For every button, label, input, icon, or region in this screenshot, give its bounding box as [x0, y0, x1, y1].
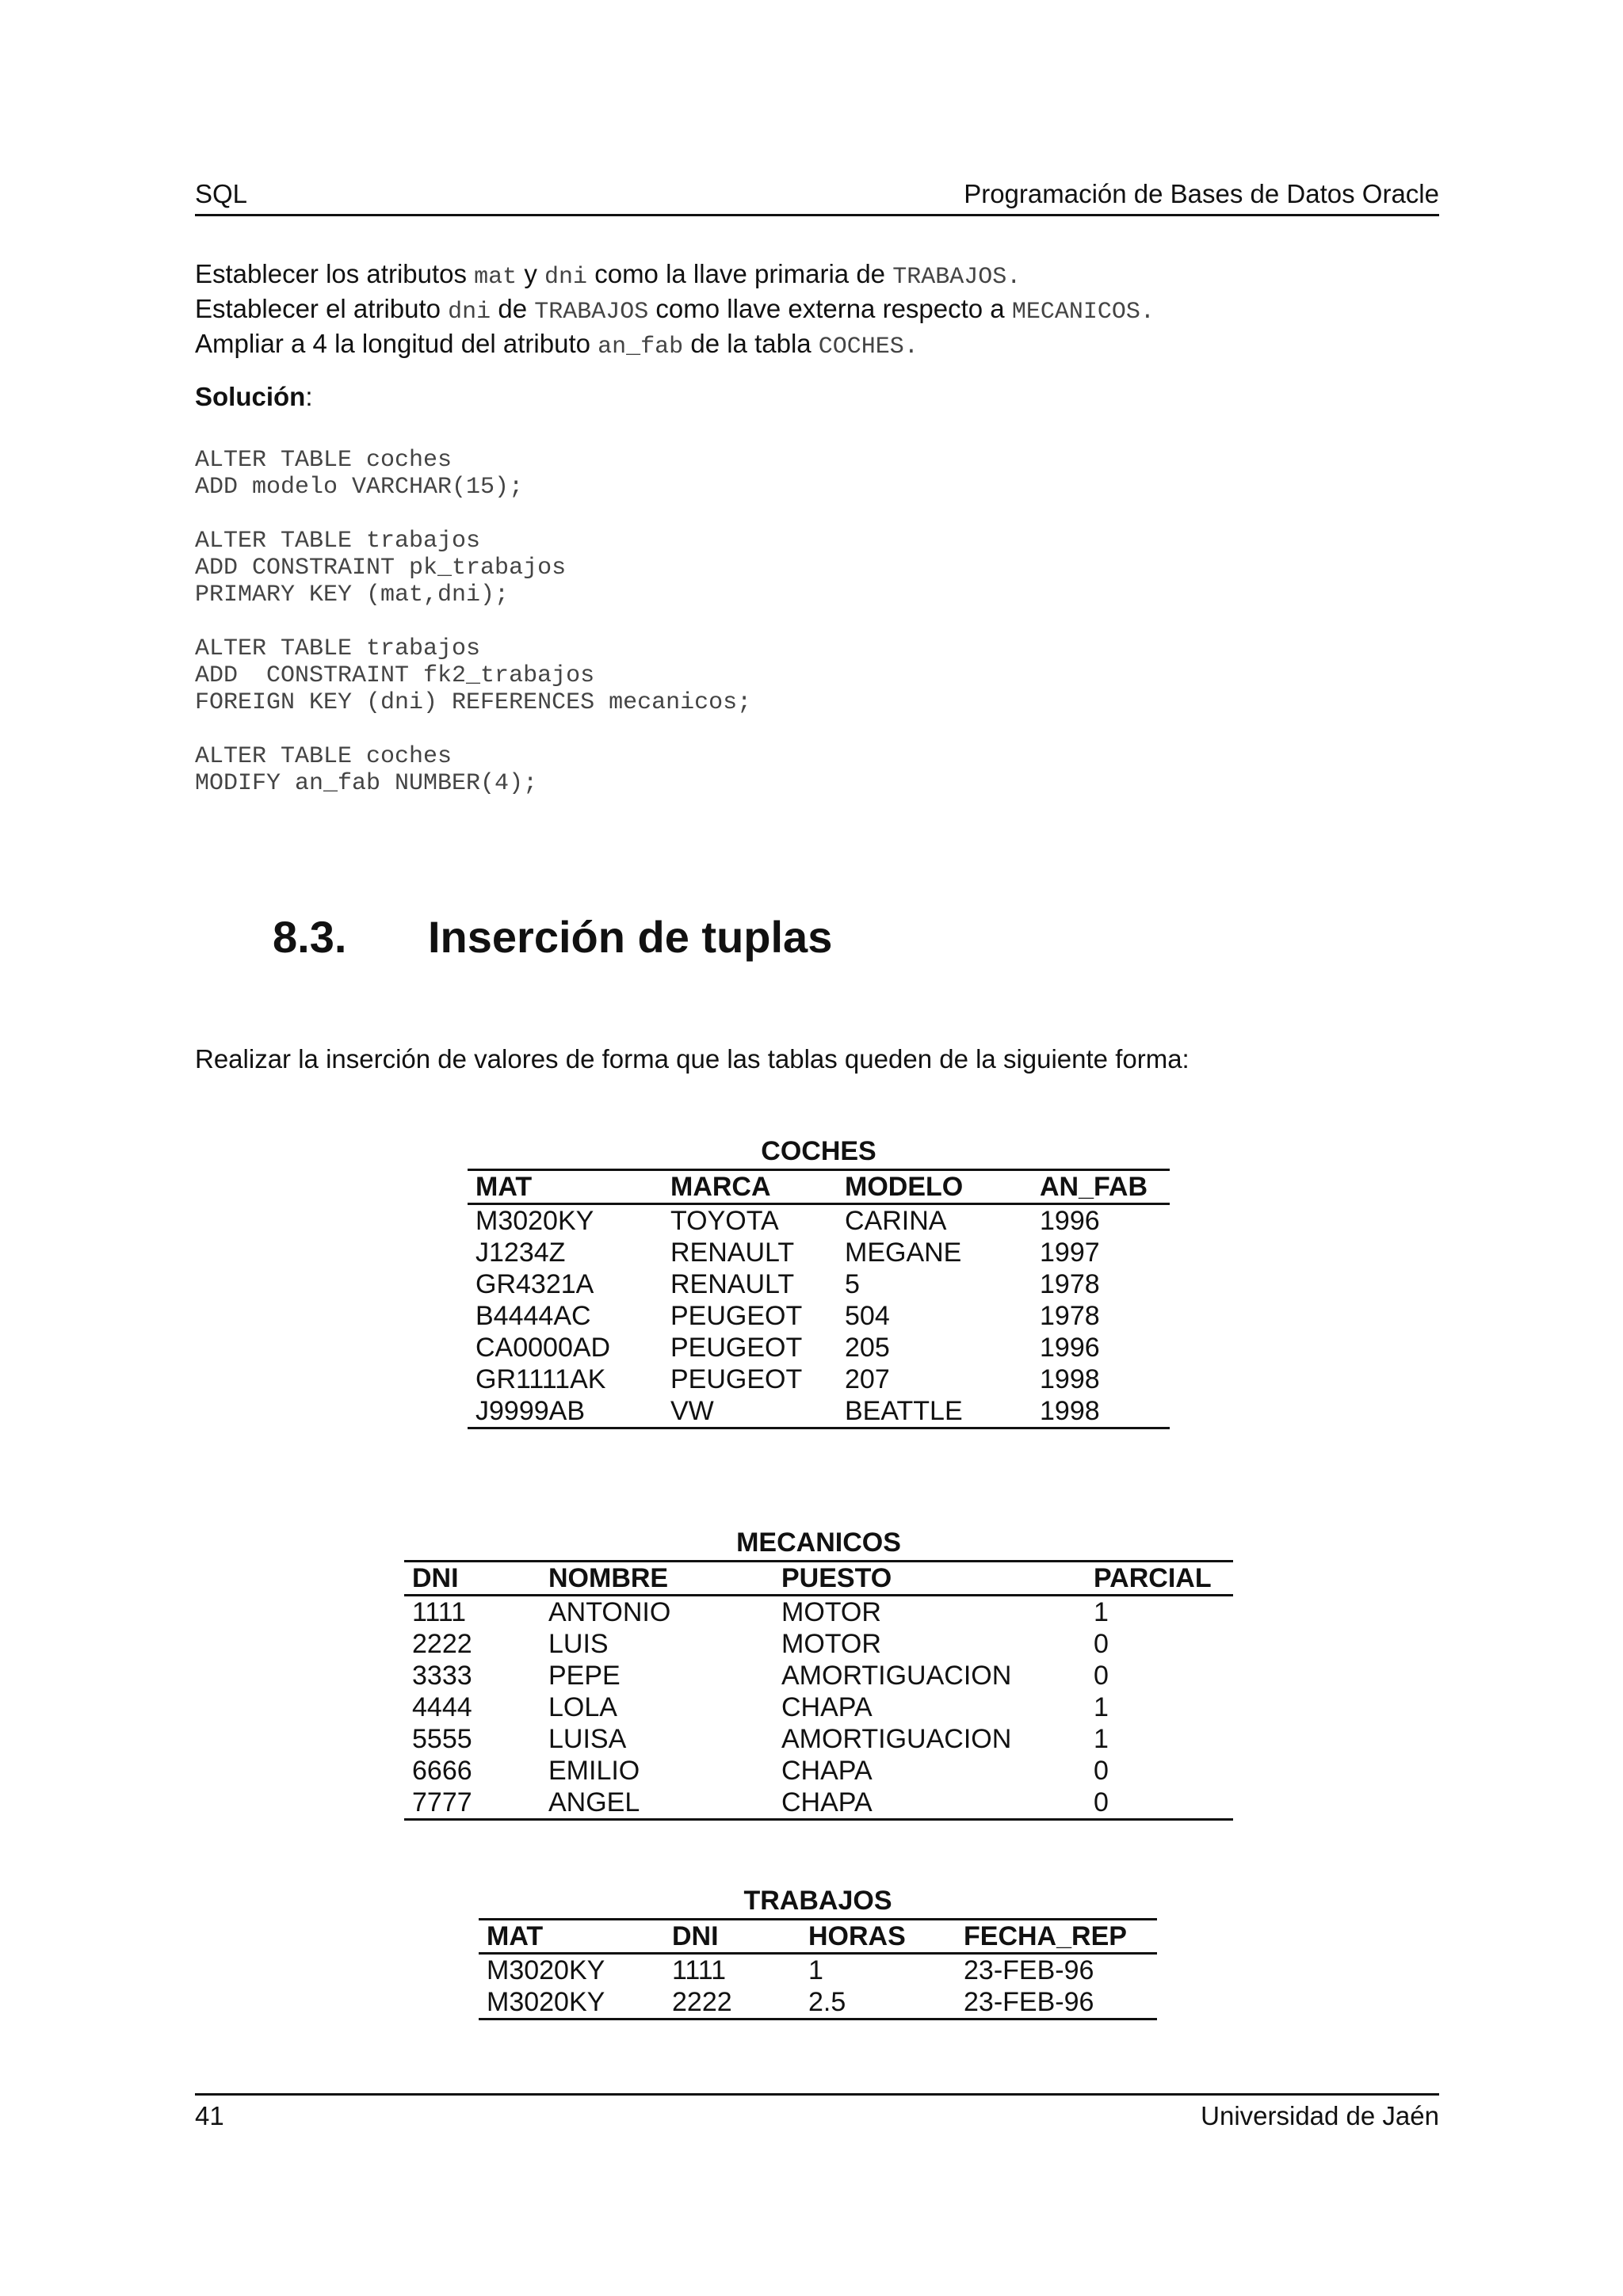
- table-cell: PEUGEOT: [670, 1301, 803, 1331]
- table-row: [404, 1596, 1233, 1629]
- table-title: TRABAJOS: [743, 1886, 892, 1916]
- header-left: SQL: [195, 179, 248, 208]
- table-cell: EMILIO: [548, 1756, 640, 1786]
- code: .: [903, 334, 918, 360]
- mecanicos-table: [404, 1527, 1233, 1821]
- table-cell: M3020KY: [475, 1206, 594, 1236]
- footer-rule: [195, 2093, 1439, 2096]
- table-cell: BEATTLE: [837, 1395, 1032, 1428]
- table-row: [404, 1787, 1233, 1820]
- table-cell: 504: [845, 1301, 890, 1331]
- table-cell: ANGEL: [540, 1787, 773, 1820]
- page-header: [195, 179, 1439, 215]
- table-cell: PEUGEOT: [670, 1364, 803, 1394]
- text: de la tabla: [683, 329, 819, 358]
- table-cell: 0: [1094, 1629, 1109, 1659]
- table-row: [404, 1660, 1233, 1691]
- table-header-row: [479, 1920, 1157, 1954]
- table-cell: CARINA: [845, 1206, 947, 1236]
- table-cell: PEUGEOT: [670, 1333, 803, 1363]
- table-cell: CHAPA: [781, 1756, 873, 1786]
- lead-paragraph: Realizar la inserción de valores de forma que las tablas queden de la siguiente forma:: [195, 1044, 1190, 1074]
- table-cell: LUISA: [548, 1724, 627, 1754]
- table-cell: 1: [1094, 1724, 1109, 1754]
- coches-table: [468, 1136, 1170, 1429]
- table-cell: 7777: [404, 1787, 540, 1820]
- code: dni: [544, 264, 588, 291]
- column-header: MARCA: [663, 1170, 837, 1204]
- text: Establecer los atributos: [195, 259, 475, 288]
- table-cell: RENAULT: [670, 1238, 795, 1268]
- table-cell: M3020KY: [479, 1986, 664, 2019]
- table-row: [404, 1628, 1233, 1660]
- table-row: [468, 1268, 1170, 1300]
- column-header: FECHA_REP: [956, 1920, 1157, 1954]
- code: TRABAJOS: [534, 299, 649, 326]
- sql-statement-3: ALTER TABLE trabajos ADD CONSTRAINT fk2_trabajos FOREIGN KEY (dni) REFERENCES mecanicos;: [195, 635, 752, 716]
- intro-line-2: [195, 293, 1439, 328]
- table-cell: 1996: [1040, 1333, 1100, 1363]
- table-row: [468, 1395, 1170, 1428]
- table-row: [404, 1723, 1233, 1755]
- code: mat: [474, 264, 517, 291]
- table-cell: MOTOR: [781, 1597, 881, 1627]
- table-row: [479, 1954, 1157, 1987]
- table-cell: AMORTIGUACION: [781, 1661, 1012, 1691]
- page-number: 41: [195, 2101, 224, 2130]
- solution-colon: :: [305, 382, 313, 411]
- table-cell: 207: [845, 1364, 890, 1394]
- table-cell: GR4321A: [475, 1269, 594, 1299]
- table-title: COCHES: [761, 1136, 876, 1166]
- sql-statement-2: ALTER TABLE trabajos ADD CONSTRAINT pk_trabajos PRIMARY KEY (mat,dni);: [195, 528, 567, 608]
- text: de: [491, 294, 535, 323]
- column-header: NOMBRE: [540, 1562, 773, 1596]
- table-cell: 1996: [1040, 1206, 1100, 1236]
- table-cell: 1998: [1040, 1364, 1100, 1394]
- code: MECANICOS: [1011, 299, 1140, 326]
- table-cell: 3333: [412, 1661, 472, 1691]
- table-cell: 1: [808, 1955, 823, 1985]
- table-cell: MEGANE: [845, 1238, 962, 1268]
- solution-label: [195, 382, 313, 412]
- column-header: PARCIAL: [1086, 1562, 1233, 1596]
- table-header-row: [404, 1562, 1233, 1596]
- column-header: DNI: [404, 1562, 540, 1596]
- section-title: Inserción de tuplas: [428, 912, 833, 962]
- table-cell: 23-FEB-96: [956, 1986, 1157, 2019]
- trabajos-table: [479, 1886, 1157, 2020]
- table-row: [468, 1363, 1170, 1395]
- table-cell: 1978: [1040, 1269, 1100, 1299]
- text: como la llave primaria de: [587, 259, 893, 288]
- intro-line-3: [195, 328, 1439, 363]
- solution-heading: Solución: [195, 382, 306, 411]
- table-cell: 6666: [412, 1756, 472, 1786]
- table-cell: 5555: [412, 1724, 472, 1754]
- column-header: AN_FAB: [1032, 1170, 1170, 1204]
- table-cell: 5: [845, 1269, 860, 1299]
- table-cell: GR1111AK: [475, 1364, 606, 1394]
- page-footer: [195, 2101, 1439, 2138]
- table-cell: 23-FEB-96: [964, 1955, 1094, 1985]
- table-cell: TOYOTA: [670, 1206, 779, 1236]
- table-cell: 0: [1094, 1756, 1109, 1786]
- table-cell: 2.5: [800, 1986, 956, 2019]
- text: Establecer el atributo: [195, 294, 449, 323]
- table-header-row: [468, 1170, 1170, 1204]
- code: .: [1006, 264, 1022, 291]
- table-cell: 1997: [1040, 1238, 1100, 1268]
- sql-statement-4: ALTER TABLE coches MODIFY an_fab NUMBER(4);: [195, 743, 538, 797]
- code: dni: [448, 299, 491, 326]
- table-row: [468, 1332, 1170, 1363]
- table-row: [468, 1237, 1170, 1268]
- code: COCHES: [818, 334, 904, 360]
- table-cell: VW: [663, 1395, 837, 1428]
- sql-statement-1: ALTER TABLE coches ADD modelo VARCHAR(15);: [195, 447, 524, 501]
- table-cell: 1998: [1032, 1395, 1170, 1428]
- column-header: MAT: [479, 1920, 664, 1954]
- table-cell: 1978: [1040, 1301, 1100, 1331]
- table-cell: 1111: [412, 1597, 467, 1627]
- table-cell: J9999AB: [468, 1395, 663, 1428]
- header-right: Programación de Bases de Datos Oracle: [964, 179, 1439, 208]
- table-row: [404, 1755, 1233, 1787]
- code: .: [1140, 299, 1155, 326]
- table-cell: 0: [1094, 1661, 1109, 1691]
- table-cell: CHAPA: [781, 1692, 873, 1722]
- table-cell: 0: [1086, 1787, 1233, 1820]
- text: y: [517, 259, 545, 288]
- table-cell: CHAPA: [773, 1787, 1086, 1820]
- table-row: [404, 1691, 1233, 1723]
- section-heading: [273, 911, 832, 963]
- intro-paragraph: [195, 258, 1439, 363]
- table-cell: 1: [1094, 1597, 1109, 1627]
- header-rule: [195, 214, 1439, 216]
- table-cell: B4444AC: [475, 1301, 591, 1331]
- table-cell: AMORTIGUACION: [781, 1724, 1012, 1754]
- section-number: 8.3.: [273, 912, 347, 962]
- table-cell: CA0000AD: [475, 1333, 611, 1363]
- table-cell: RENAULT: [670, 1269, 795, 1299]
- code: an_fab: [598, 334, 684, 360]
- intro-line-1: [195, 258, 1439, 293]
- column-header: PUESTO: [773, 1562, 1086, 1596]
- table-cell: 1: [1094, 1692, 1109, 1722]
- table-cell: 205: [845, 1333, 890, 1363]
- table-cell: MOTOR: [781, 1629, 881, 1659]
- table-cell: 2222: [664, 1986, 800, 2019]
- column-header: MODELO: [837, 1170, 1032, 1204]
- column-header: MAT: [468, 1170, 663, 1204]
- footer-institution: Universidad de Jaén: [1201, 2101, 1439, 2130]
- column-header: HORAS: [800, 1920, 956, 1954]
- column-header: DNI: [664, 1920, 800, 1954]
- code: TRABAJOS: [892, 264, 1007, 291]
- table-cell: 2222: [412, 1629, 472, 1659]
- table-cell: PEPE: [548, 1661, 621, 1691]
- table-row: [468, 1204, 1170, 1238]
- table-cell: LUIS: [548, 1629, 609, 1659]
- text: como llave externa respecto a: [648, 294, 1012, 323]
- table-cell: LOLA: [548, 1692, 617, 1722]
- table-row: [468, 1300, 1170, 1332]
- text: Ampliar a 4 la longitud del atributo: [195, 329, 598, 358]
- table-cell: 4444: [412, 1692, 472, 1722]
- table-cell: M3020KY: [487, 1955, 605, 1985]
- table-row: [479, 1986, 1157, 2019]
- table-title: MECANICOS: [736, 1527, 901, 1558]
- table-cell: 1111: [672, 1955, 727, 1985]
- table-cell: J1234Z: [475, 1238, 566, 1268]
- table-cell: ANTONIO: [548, 1597, 671, 1627]
